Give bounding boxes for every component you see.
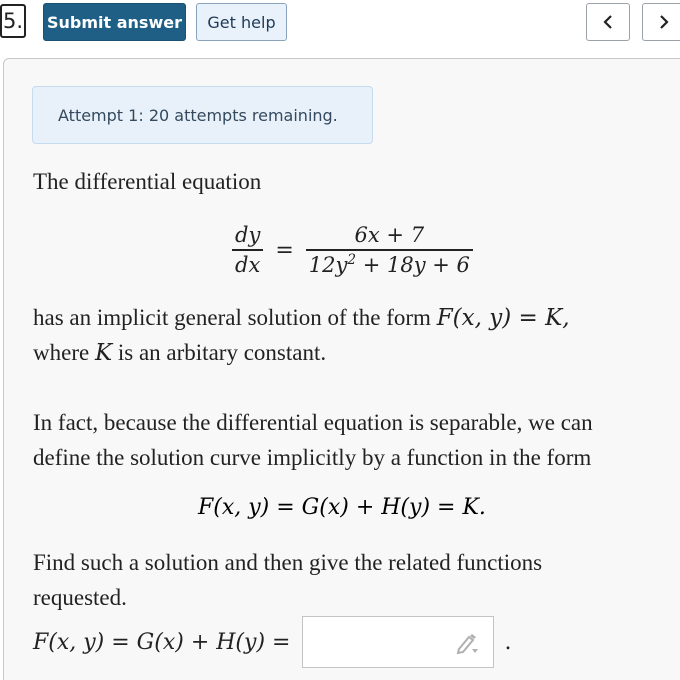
answer-label: F(x, y) = G(x) + H(y) = <box>33 629 291 655</box>
answer-input[interactable] <box>302 616 494 668</box>
lhs-denominator: dx <box>235 252 261 277</box>
answer-row <box>33 617 511 667</box>
constant-line: where K is an arbitary constant. <box>33 340 327 366</box>
rhs-numerator: 6x + 7 <box>354 223 425 248</box>
chevron-right-icon <box>657 14 671 30</box>
previous-question-button[interactable] <box>586 3 630 41</box>
next-question-button[interactable] <box>642 3 680 41</box>
lhs-numerator: dy <box>235 223 261 248</box>
rhs-denominator: $12y^2 + 18y + 6$ <box>308 251 470 277</box>
implicit-form-equation: F(x, y) = G(x) + H(y) = K. <box>198 495 486 520</box>
equals-sign: = <box>275 237 294 263</box>
period: . <box>504 629 512 655</box>
attempts-alert <box>32 86 373 144</box>
separable-line-2: define the solution curve implicitly by a function in the form <box>33 445 592 470</box>
instruction-line-1: Find such a solution and then give the related functions <box>33 550 543 575</box>
rhs-fraction <box>306 221 473 279</box>
separable-line-1: In fact, because the differential equation is separable, we can <box>33 410 593 435</box>
chevron-left-icon <box>601 14 615 30</box>
pencil-edit-icon[interactable] <box>455 631 481 655</box>
attempts-text: Attempt 1: 20 attempts remaining. <box>58 105 338 125</box>
submit-answer-button[interactable]: Submit answer <box>43 3 186 41</box>
differential-equation <box>232 218 473 282</box>
instruction-line-2: requested. <box>33 585 127 610</box>
question-number: 5. <box>0 4 26 38</box>
lhs-fraction <box>232 221 263 279</box>
solution-form-line: has an implicit general solution of the form F(x, y) = K, <box>33 305 570 331</box>
get-help-button[interactable]: Get help <box>196 3 287 41</box>
intro-text: The differential equation <box>33 169 262 194</box>
